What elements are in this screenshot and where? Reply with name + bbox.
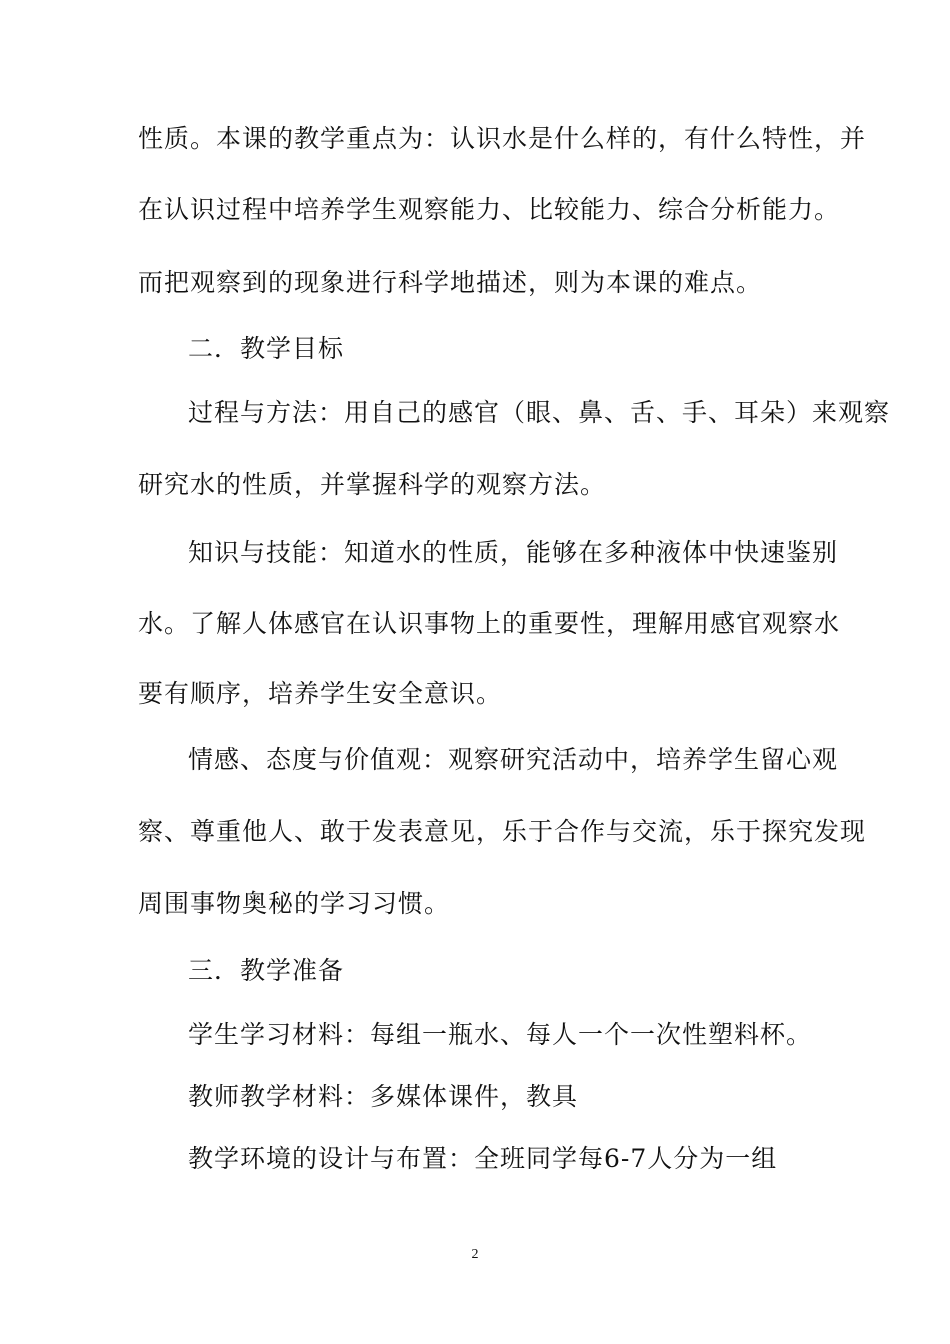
paragraph-line: 要有顺序，培养学生安全意识。 xyxy=(138,679,503,708)
paragraph-line: 察、尊重他人、敢于发表意见，乐于合作与交流，乐于探究发现 xyxy=(138,817,867,846)
paragraph-line: 过程与方法：用自己的感官（眼、鼻、舌、手、耳朵）来观察 xyxy=(188,398,891,427)
paragraph-line: 而把观察到的现象进行科学地描述，则为本课的难点。 xyxy=(138,268,763,297)
paragraph-line: 教师教学材料：多媒体课件，教具 xyxy=(188,1082,579,1111)
paragraph-line: 情感、态度与价值观：观察研究活动中，培养学生留心观 xyxy=(188,745,839,774)
paragraph-line: 水。了解人体感官在认识事物上的重要性，理解用感官观察水 xyxy=(138,609,841,638)
paragraph-line: 在认识过程中培养学生观察能力、比较能力、综合分析能力。 xyxy=(138,195,841,224)
page-number: 2 xyxy=(471,1247,479,1262)
section-heading: 三．教学准备 xyxy=(188,956,345,985)
paragraph-line: 教学环境的设计与布置：全班同学每6-7人分为一组 xyxy=(188,1144,778,1173)
paragraph-line: 周围事物奥秘的学习习惯。 xyxy=(138,889,451,918)
paragraph-line: 性质。本课的教学重点为：认识水是什么样的，有什么特性，并 xyxy=(138,124,867,153)
paragraph-line: 知识与技能：知道水的性质，能够在多种液体中快速鉴别 xyxy=(188,538,839,567)
paragraph-line: 研究水的性质，并掌握科学的观察方法。 xyxy=(138,470,607,499)
paragraph-line: 学生学习材料：每组一瓶水、每人一个一次性塑料杯。 xyxy=(188,1020,813,1049)
section-heading: 二．教学目标 xyxy=(188,334,345,363)
